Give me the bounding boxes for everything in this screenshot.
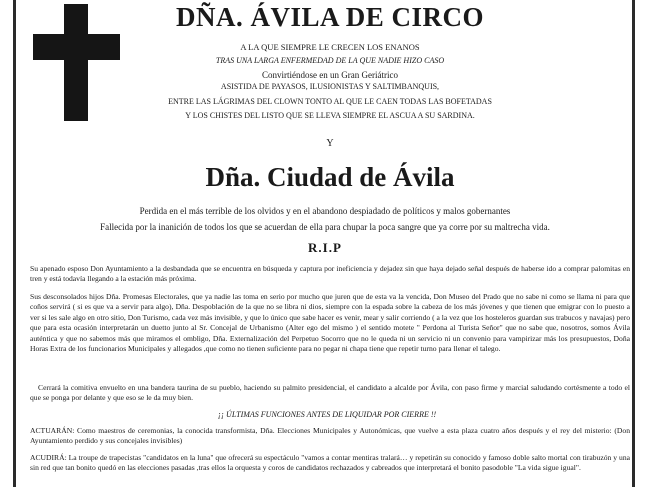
subtitle-line-3: Convirtiéndose en un Gran Geriátrico: [262, 70, 398, 80]
conjunction: Y: [326, 138, 334, 149]
paragraph-spouse: Su apenado esposo Don Ayuntamiento a la desbandada que se encuentra en búsqueda y captura por ineficiencia y dejadez sin que haya dejado señal después de haberse ido a comprar palomitas en tren y está todavía llegando a la estación más próxima.: [30, 264, 630, 284]
page-border-right: [632, 0, 635, 487]
page-border-left: [13, 0, 16, 487]
center-line-1: Perdida en el más terrible de los olvidos y en el abandono despiadado de políticos y malos gobernantes: [139, 206, 511, 216]
paragraph-actuaran: ACTUARÁN: Como maestros de ceremonias, la conocida transformista, Dña. Elecciones Municipales y Autonómicas, que vuelve a esta plaza cuatro años después y el rey del misterio: (Don Ayuntamiento perdido y sus concejales invisibles): [30, 426, 630, 446]
subtitle-line-2: TRAS UNA LARGA ENFERMEDAD DE LA QUE NADIE HIZO CASO: [215, 56, 445, 65]
subtitle-line-1: A LA QUE SIEMPRE LE CRECEN LOS ENANOS: [240, 42, 420, 52]
rip-heading: R.I.P: [308, 240, 342, 255]
main-title: DÑA. ÁVILA DE CIRCO: [175, 2, 485, 32]
subtitle-line-5: ENTRE LAS LÁGRIMAS DEL CLOWN TONTO AL QUE LE CAEN TODAS LAS BOFETADAS: [168, 97, 492, 106]
paragraph-procession: Cerrará la comitiva envuelto en una bandera taurina de su pueblo, haciendo su palmito presidencial, el candidato a alcalde por Ávila, con paso firme y marcial saludando cortésmente a todo el que se ponga por delante y que eso se le da muy bien.: [30, 383, 630, 403]
center-line-2: Fallecida por la inanición de todos los que se acuerdan de ella para chupar la poca sangre que ya corre por su maltrecha vida.: [100, 222, 550, 232]
last-performances-heading: ¡¡ ÚLTIMAS FUNCIONES ANTES DE LIQUIDAR POR CIERRE !!: [217, 410, 437, 419]
second-title: Dña. Ciudad de Ávila: [205, 162, 455, 192]
paragraph-acudira: ACUDIRÁ: La troupe de trapecistas "candidatos en la luna" que ofrecerá su espectáculo "vamos a contar mentiras tralará… y repetirán su conocido y famoso doble salto mortal con tirabuzón y una sin red que tan bonito quedó en las elecciones pasadas ,tras ellos la orquesta y coros de candidatos rechazados y cabreados que interpretará el bonito pasodoble "La vida sigue igual".: [30, 453, 630, 473]
paragraph-children: Sus desconsolados hijos Dña. Promesas Electorales, que ya nadie las toma en serio por mucho que juren que de esta va la vencida, Don Museo del Prado que no sabe ni como se llama ni para que coños servirá ( si es que va a servir para algo), Dña. Despoblación de la que no se libra ni dios, siempre con la espada sobre la cabeza de los más jóvenes y que tienen que emigrar con lo puesto a ver si les sale algo en otro sitio, Don Turismo, cada vez más invisible, y que lo único que sabe hacer es venir, mear y salir corriendo ( a la vez que los hosteleros guardan sus trabucos y navajas) pero que para esta ocasión interpretarán un duetto junto al Sr. Concejal de Urbanismo (Alter ego del mismo ) el sentido motete " Perdona al Turista Señor" que no sabe que, nosotros, somos Ávila auténtica y que no sabemos más que miramos el ombligo, Dña. Externalización del Perpetuo Socorro que no le queda ni un servicio ni un convenio para vampirizar más los presupuestos, Doña Horas Extra de los funcionarios Municipales y allegados ,que como no tienen suficiente para no pegar ni chapa tiene que repetir turno para llenar el talego.: [30, 292, 630, 354]
subtitle-line-6: Y LOS CHISTES DEL LISTO QUE SE LLEVA SIEMPRE EL ASCUA A SU SARDINA.: [185, 111, 475, 120]
subtitle-line-4: ASISTIDA DE PAYASOS, ILUSIONISTAS Y SALTIMBANQUIS,: [220, 82, 440, 91]
